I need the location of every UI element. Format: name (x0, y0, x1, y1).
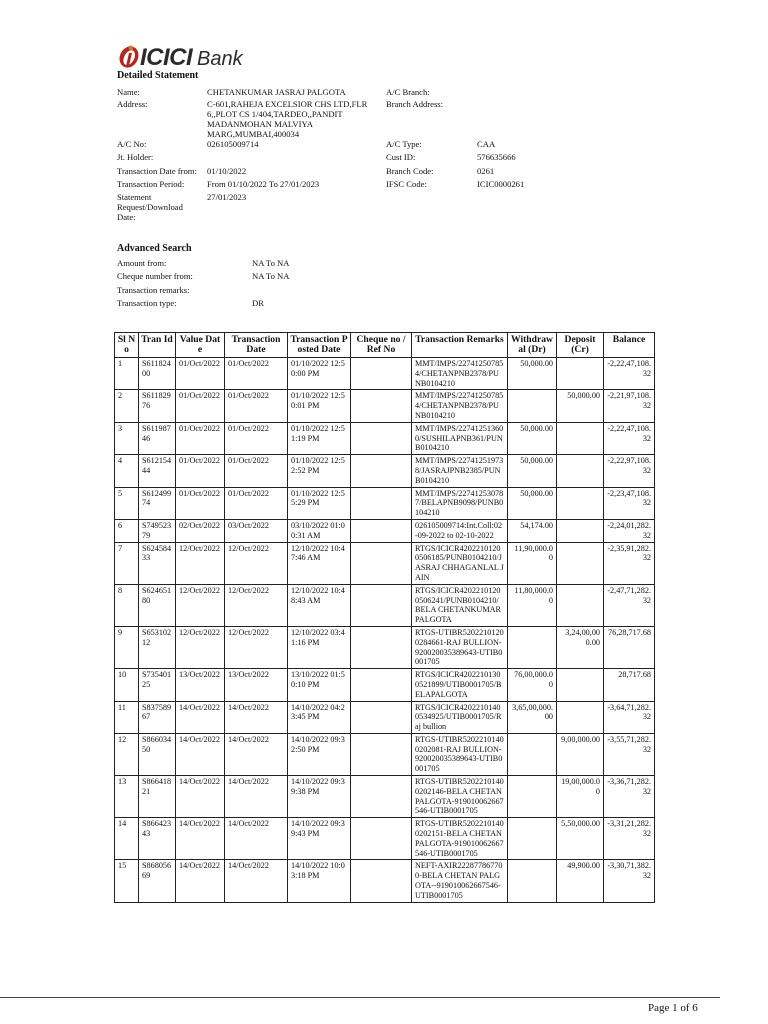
cell-ref-no (351, 487, 412, 519)
header-value-date: Value Date (176, 333, 225, 358)
cell-balance: -2,23,47,108.32 (604, 487, 655, 519)
cell-ref-no (351, 776, 412, 818)
cell-posted-date: 14/10/2022 09:39:38 PM (288, 776, 351, 818)
icici-bank-logo (117, 42, 267, 72)
cell-remarks: RTGS/ICICR42022101300521899/UTIB0001705/BELAPALGOTA (412, 669, 508, 701)
cell-tran-id: S86642343 (139, 818, 176, 860)
cell-tran-id: S86805669 (139, 860, 176, 902)
header-tran-id: Tran Id (139, 333, 176, 358)
label-cust-id: Cust ID: (386, 152, 416, 162)
cell-transaction-date: 14/Oct/2022 (225, 776, 288, 818)
cell-balance: -2,22,97,108.32 (604, 455, 655, 487)
cell-withdrawal: 50,000.00 (508, 422, 557, 454)
cell-tran-id: S61182976 (139, 390, 176, 422)
cell-remarks: RTGS-UTIBR52022101400202081-RAJ BULLION-920020035389643-UTIB0001705 (412, 733, 508, 775)
table-row (115, 487, 655, 519)
value-ac-type: CAA (477, 139, 496, 149)
cell-balance: -3,30,71,382.32 (604, 860, 655, 902)
cell-tran-id: S74952379 (139, 519, 176, 542)
cell-ref-no (351, 860, 412, 902)
table-row (115, 733, 655, 775)
cell-posted-date: 12/10/2022 10:47:46 AM (288, 542, 351, 584)
value-cheque-from: NA To NA (252, 271, 290, 281)
cell-sl-no: 9 (115, 626, 139, 668)
cell-posted-date: 03/10/2022 01:00:31 AM (288, 519, 351, 542)
label-txn-date-from: Transaction Date from: (117, 166, 197, 176)
cell-ref-no (351, 422, 412, 454)
cell-value-date: 02/Oct/2022 (176, 519, 225, 542)
cell-tran-id: S62458433 (139, 542, 176, 584)
cell-ref-no (351, 701, 412, 733)
cell-posted-date: 01/10/2022 12:50:00 PM (288, 358, 351, 390)
value-txn-date-from: 01/10/2022 (207, 166, 247, 176)
cell-deposit (557, 669, 604, 701)
cell-ref-no (351, 733, 412, 775)
cell-withdrawal: 11,80,000.00 (508, 584, 557, 626)
table-row (115, 818, 655, 860)
cell-withdrawal: 50,000.00 (508, 358, 557, 390)
cell-value-date: 14/Oct/2022 (176, 818, 225, 860)
cell-ref-no (351, 519, 412, 542)
cell-ref-no (351, 669, 412, 701)
cell-tran-id: S65310212 (139, 626, 176, 668)
header-withdrawal: Withdrawal (Dr) (508, 333, 557, 358)
cell-tran-id: S73540125 (139, 669, 176, 701)
cell-ref-no (351, 390, 412, 422)
table-row (115, 669, 655, 701)
label-branch-address: Branch Address: (386, 99, 444, 109)
cell-ref-no (351, 626, 412, 668)
cell-ref-no (351, 818, 412, 860)
cell-remarks: RTGS-UTIBR52022101400202146-BELA CHETAN PALGOTA-919010062667546-UTIB0001705 (412, 776, 508, 818)
cell-remarks: MMT/IMPS/227412530787/BELAPNB9098/PUNB0104210 (412, 487, 508, 519)
cell-ref-no (351, 542, 412, 584)
cell-balance: 76,28,717.68 (604, 626, 655, 668)
advanced-search-title: Advanced Search (117, 243, 192, 254)
cell-deposit (557, 358, 604, 390)
cell-balance: 28,717.68 (604, 669, 655, 701)
cell-value-date: 01/Oct/2022 (176, 455, 225, 487)
cell-remarks: MMT/IMPS/227412513600/SUSHILAPNB361/PUNB0104210 (412, 422, 508, 454)
cell-posted-date: 01/10/2022 12:55:29 PM (288, 487, 351, 519)
cell-transaction-date: 12/Oct/2022 (225, 626, 288, 668)
cell-value-date: 14/Oct/2022 (176, 776, 225, 818)
table-row (115, 455, 655, 487)
cell-remarks: MMT/IMPS/227412519738/JASRAJPNB2385/PUNB0104210 (412, 455, 508, 487)
value-txn-type: DR (252, 298, 264, 308)
cell-posted-date: 01/10/2022 12:50:01 PM (288, 390, 351, 422)
cell-value-date: 13/Oct/2022 (176, 669, 225, 701)
cell-value-date: 01/Oct/2022 (176, 487, 225, 519)
cell-posted-date: 14/10/2022 09:32:50 PM (288, 733, 351, 775)
cell-tran-id: S86641821 (139, 776, 176, 818)
table-row (115, 584, 655, 626)
value-ac-no: 026105009714 (207, 139, 259, 149)
cell-remarks: MMT/IMPS/227412507854/CHETANPNB2378/PUNB0104210 (412, 358, 508, 390)
table-row (115, 390, 655, 422)
transactions-body (115, 358, 655, 903)
cell-sl-no: 8 (115, 584, 139, 626)
header-deposit: Deposit (Cr) (557, 333, 604, 358)
cell-deposit (557, 487, 604, 519)
cell-transaction-date: 01/Oct/2022 (225, 358, 288, 390)
cell-deposit: 49,900.00 (557, 860, 604, 902)
cell-ref-no (351, 358, 412, 390)
cell-withdrawal: 50,000.00 (508, 487, 557, 519)
cell-deposit (557, 519, 604, 542)
cell-withdrawal: 54,174.00 (508, 519, 557, 542)
cell-value-date: 12/Oct/2022 (176, 584, 225, 626)
cell-remarks: RTGS/ICICR42022101200506185/PUNB0104210/JASRAJ CHHAGANLAL JAIN (412, 542, 508, 584)
cell-withdrawal: 3,65,00,000.00 (508, 701, 557, 733)
value-amount-from: NA To NA (252, 258, 290, 268)
table-row (115, 542, 655, 584)
logo-bank-text: Bank (197, 48, 243, 70)
cell-value-date: 12/Oct/2022 (176, 626, 225, 668)
cell-balance: -3,64,71,282.32 (604, 701, 655, 733)
cell-posted-date: 01/10/2022 12:51:19 PM (288, 422, 351, 454)
value-statement-date: 27/01/2023 (207, 192, 247, 202)
value-branch-code: 0261 (477, 166, 495, 176)
header-transaction-remarks: Transaction Remarks (412, 333, 508, 358)
cell-remarks: RTGS-UTIBR52022101200284661-RAJ BULLION-920020035389643-UTIB0001705 (412, 626, 508, 668)
cell-transaction-date: 01/Oct/2022 (225, 487, 288, 519)
label-cheque-from: Cheque number from: (117, 271, 193, 281)
cell-posted-date: 14/10/2022 09:39:43 PM (288, 818, 351, 860)
cell-balance: -2,47,71,282.32 (604, 584, 655, 626)
label-ifsc-code: IFSC Code: (386, 179, 427, 189)
cell-transaction-date: 14/Oct/2022 (225, 733, 288, 775)
cell-withdrawal (508, 390, 557, 422)
cell-posted-date: 12/10/2022 10:48:43 AM (288, 584, 351, 626)
cell-remarks: 026105009714:Int.Coll:02-09-2022 to 02-10-2022 (412, 519, 508, 542)
cell-deposit: 9,00,000.00 (557, 733, 604, 775)
cell-deposit (557, 455, 604, 487)
cell-posted-date: 13/10/2022 01:50:10 PM (288, 669, 351, 701)
cell-sl-no: 6 (115, 519, 139, 542)
header-cheque-ref-no: Cheque no / Ref No (351, 333, 412, 358)
cell-posted-date: 12/10/2022 03:41:16 PM (288, 626, 351, 668)
value-txn-period: From 01/10/2022 To 27/01/2023 (207, 179, 320, 189)
label-statement-date: Statement Request/Download Date: (117, 192, 183, 222)
cell-ref-no (351, 455, 412, 487)
cell-balance: -2,24,01,282.32 (604, 519, 655, 542)
cell-balance: -3,36,71,282.32 (604, 776, 655, 818)
label-txn-period: Transaction Period: (117, 179, 185, 189)
cell-withdrawal (508, 818, 557, 860)
cell-value-date: 01/Oct/2022 (176, 422, 225, 454)
table-row (115, 860, 655, 902)
cell-balance: -3,55,71,282.32 (604, 733, 655, 775)
table-row (115, 701, 655, 733)
label-branch-code: Branch Code: (386, 166, 434, 176)
cell-tran-id: S86603450 (139, 733, 176, 775)
cell-balance: -2,22,47,108.32 (604, 422, 655, 454)
cell-transaction-date: 03/Oct/2022 (225, 519, 288, 542)
cell-balance: -2,21,97,108.32 (604, 390, 655, 422)
cell-tran-id: S83758967 (139, 701, 176, 733)
cell-deposit (557, 584, 604, 626)
cell-balance: -2,22,47,108.32 (604, 358, 655, 390)
cell-withdrawal (508, 776, 557, 818)
cell-withdrawal (508, 860, 557, 902)
label-txn-type: Transaction type: (117, 298, 177, 308)
cell-transaction-date: 01/Oct/2022 (225, 455, 288, 487)
cell-sl-no: 12 (115, 733, 139, 775)
cell-sl-no: 3 (115, 422, 139, 454)
label-amount-from: Amount from: (117, 258, 167, 268)
cell-value-date: 12/Oct/2022 (176, 542, 225, 584)
header-transaction-date: Transaction Date (225, 333, 288, 358)
cell-remarks: NEFT-AXIR222877867700-BELA CHETAN PALGOTA--919010062667546-UTIB0001705 (412, 860, 508, 902)
cell-transaction-date: 12/Oct/2022 (225, 584, 288, 626)
label-jt-holder: Jt. Holder: (117, 152, 154, 162)
document-title: Detailed Statement (117, 70, 199, 81)
cell-withdrawal: 11,90,000.00 (508, 542, 557, 584)
cell-value-date: 01/Oct/2022 (176, 390, 225, 422)
label-ac-no: A/C No: (117, 139, 147, 149)
cell-deposit (557, 542, 604, 584)
icici-logo-icon (117, 42, 141, 70)
value-name: CHETANKUMAR JASRAJ PALGOTA (207, 87, 346, 97)
cell-posted-date: 14/10/2022 10:03:18 PM (288, 860, 351, 902)
cell-transaction-date: 14/Oct/2022 (225, 818, 288, 860)
cell-transaction-date: 12/Oct/2022 (225, 542, 288, 584)
logo-brand-text: ICICI (140, 44, 193, 71)
cell-sl-no: 10 (115, 669, 139, 701)
cell-tran-id: S61198746 (139, 422, 176, 454)
label-address: Address: (117, 99, 148, 109)
cell-deposit: 3,24,00,000.00 (557, 626, 604, 668)
value-ifsc-code: ICIC0000261 (477, 179, 525, 189)
cell-withdrawal (508, 626, 557, 668)
cell-sl-no: 4 (115, 455, 139, 487)
page-number: Page 1 of 6 (648, 1002, 698, 1014)
cell-tran-id: S61215444 (139, 455, 176, 487)
cell-transaction-date: 13/Oct/2022 (225, 669, 288, 701)
cell-balance: -2,35,91,282.32 (604, 542, 655, 584)
cell-ref-no (351, 584, 412, 626)
cell-deposit (557, 701, 604, 733)
cell-sl-no: 5 (115, 487, 139, 519)
cell-balance: -3,31,21,282.32 (604, 818, 655, 860)
label-name: Name: (117, 87, 140, 97)
cell-sl-no: 1 (115, 358, 139, 390)
table-header-row (115, 333, 655, 358)
cell-value-date: 14/Oct/2022 (176, 860, 225, 902)
label-txn-remarks: Transaction remarks: (117, 285, 190, 295)
cell-tran-id: S62465180 (139, 584, 176, 626)
value-address: C-601,RAHEJA EXCELSIOR CHS LTD,FLR 6,,PLOT CS 1/404,TARDEO,,PANDIT MADANMOHAN MALVIYA MARG,MUMBAI,400034 (207, 99, 368, 139)
label-ac-branch: A/C Branch: (386, 87, 430, 97)
cell-remarks: MMT/IMPS/227412507854/CHETANPNB2378/PUNB0104210 (412, 390, 508, 422)
cell-deposit: 50,000.00 (557, 390, 604, 422)
cell-transaction-date: 01/Oct/2022 (225, 422, 288, 454)
cell-withdrawal (508, 733, 557, 775)
table-row (115, 422, 655, 454)
cell-sl-no: 14 (115, 818, 139, 860)
label-ac-type: A/C Type: (386, 139, 422, 149)
header-balance: Balance (604, 333, 655, 358)
cell-tran-id: S61249974 (139, 487, 176, 519)
cell-transaction-date: 14/Oct/2022 (225, 860, 288, 902)
cell-value-date: 14/Oct/2022 (176, 701, 225, 733)
cell-transaction-date: 01/Oct/2022 (225, 390, 288, 422)
table-row (115, 776, 655, 818)
table-row (115, 358, 655, 390)
table-row (115, 519, 655, 542)
cell-sl-no: 7 (115, 542, 139, 584)
cell-posted-date: 14/10/2022 04:23:45 PM (288, 701, 351, 733)
cell-sl-no: 13 (115, 776, 139, 818)
cell-sl-no: 15 (115, 860, 139, 902)
cell-deposit (557, 422, 604, 454)
table-row (115, 626, 655, 668)
cell-value-date: 01/Oct/2022 (176, 358, 225, 390)
cell-sl-no: 2 (115, 390, 139, 422)
cell-sl-no: 11 (115, 701, 139, 733)
cell-withdrawal: 76,00,000.00 (508, 669, 557, 701)
footer-divider (0, 997, 720, 998)
header-transaction-posted-date: Transaction Posted Date (288, 333, 351, 358)
cell-deposit: 19,00,000.00 (557, 776, 604, 818)
cell-posted-date: 01/10/2022 12:52:52 PM (288, 455, 351, 487)
cell-transaction-date: 14/Oct/2022 (225, 701, 288, 733)
value-cust-id: 576635666 (477, 152, 516, 162)
cell-value-date: 14/Oct/2022 (176, 733, 225, 775)
cell-remarks: RTGS/ICICR42022101400534925/UTIB0001705/Raj bullion (412, 701, 508, 733)
cell-tran-id: S61182400 (139, 358, 176, 390)
cell-withdrawal: 50,000.00 (508, 455, 557, 487)
cell-deposit: 5,50,000.00 (557, 818, 604, 860)
cell-remarks: RTGS/ICICR42022101200506241/PUNB0104210/BELA CHETANKUMAR PALGOTA (412, 584, 508, 626)
header-sl-no: Sl No (115, 333, 139, 358)
transactions-table (114, 332, 655, 903)
cell-remarks: RTGS-UTIBR52022101400202151-BELA CHETAN PALGOTA-919010062667546-UTIB0001705 (412, 818, 508, 860)
